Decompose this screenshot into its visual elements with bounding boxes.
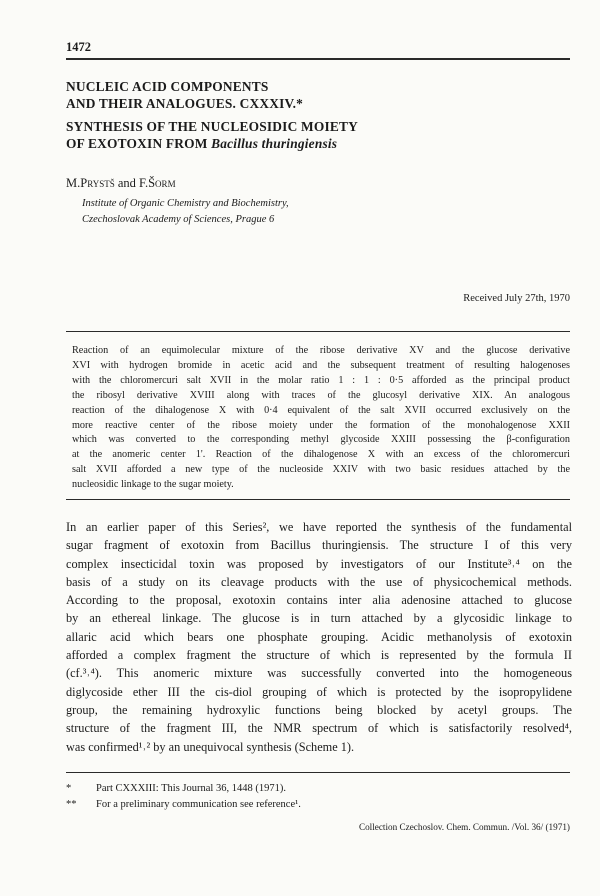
- affiliation: [82, 196, 289, 228]
- footnote-2-text: For a preliminary communication see reference¹.: [96, 799, 301, 810]
- abstract-line: reaction of the dihalogenose X with 0·4 equivalent of the salt XVII occurred exclusively on the: [72, 404, 570, 416]
- body-line: afforded a complex fragment the structure of which is represented by the formula II: [66, 648, 572, 663]
- author-line: [66, 176, 176, 191]
- body-line: In an earlier paper of this Series², we have reported the synthesis of the fundamental: [66, 520, 572, 534]
- footnote-1-mark: *: [66, 783, 72, 794]
- body-line: group, the remaining hydroxylic functions being blocked by acetyl groups. The: [66, 702, 572, 717]
- body-line: allaric acid which bears one phosphate grouping. Acidic methanolysis of exotoxin: [66, 629, 572, 644]
- abstract-bottom-rule: [66, 499, 570, 500]
- title-line-1: NUCLEIC ACID COMPONENTS: [66, 79, 269, 94]
- paper-title: [66, 78, 536, 152]
- abstract: [72, 344, 570, 493]
- footnote-2: [66, 799, 301, 810]
- title-line-4: [66, 135, 536, 152]
- page-number: 1472: [66, 40, 91, 54]
- footnote-2-mark: **: [66, 799, 77, 810]
- footnote-rule: [66, 772, 570, 773]
- title-line-4-prefix: OF EXOTOXIN FROM: [66, 136, 212, 151]
- affiliation-line-1: Institute of Organic Chemistry and Biochemistry,: [82, 198, 289, 209]
- body-line: was confirmed¹˒² by an unequivocal synthesis (Scheme 1).: [66, 739, 355, 754]
- title-line-3: SYNTHESIS OF THE NUCLEOSIDIC MOIETY: [66, 119, 358, 134]
- body-line: sugar fragment of exotoxin from Bacillus thuringiensis. The structure I of this very: [66, 538, 572, 553]
- title-line-2: AND THEIR ANALOGUES. CXXXIV.*: [66, 96, 304, 111]
- footnote-1-text: Part CXXXIII: This Journal 36, 1448 (1971).: [96, 783, 286, 794]
- abstract-line: salt XVII afforded a new type of the nucleoside XXIV with two basic residues attached by the: [72, 464, 570, 476]
- authors-and: and: [114, 176, 140, 190]
- abstract-line: the ribosyl derivative XVIII along with traces of the glucosyl derivative XIX. An analogous: [72, 389, 570, 401]
- author-1-initial: M.: [66, 176, 81, 190]
- received-date: Received July 27th, 1970: [463, 293, 570, 304]
- body-line: structure of the fragment III, the NMR spectrum of which is satisfactorily resolved⁴,: [66, 721, 572, 736]
- abstract-line: with the chloromercuri salt XVII in the molar ratio 1 : 1 : 0·5 afforded as the principal product: [72, 374, 570, 386]
- abstract-line: more reactive center of the ribose moiety under the formation of the monohalogenose XXII: [72, 419, 570, 431]
- author-2-name: Šorm: [148, 176, 176, 190]
- body-line: According to the proposal, exotoxin contains inter alia adenosine attached to glucose: [66, 593, 572, 608]
- abstract-line: XVI with hydrogen bromide in acetic acid and the subsequent treatment of resulting halogenoses: [72, 359, 570, 371]
- author-1-name: Prystš: [80, 176, 115, 190]
- abstract-top-rule: [66, 331, 570, 332]
- journal-citation: Collection Czechoslov. Chem. Commun. /Vol. 36/ (1971): [358, 822, 570, 832]
- body-line: (cf.³˒⁴). This anomeric mixture was successfully converted into the homogeneous: [66, 666, 572, 681]
- body-line: by an ethereal linkage. The glucose is in turn attached by a glycosidic linkage to: [66, 611, 572, 626]
- body-line: complex insecticidal toxin was proposed by investigators of our Institute³˒⁴ on the: [66, 556, 572, 571]
- body-line: basis of a study on its cleavage products with the use of physicochemical methods.: [66, 574, 572, 589]
- abstract-line: which was converted to the corresponding methyl glycoside XXIII possessing the β-configuration: [72, 434, 570, 446]
- header-rule: [66, 58, 570, 60]
- title-species: Bacillus thuringiensis: [211, 136, 338, 151]
- affiliation-line-2: Czechoslovak Academy of Sciences, Prague 6: [82, 214, 275, 225]
- body-paragraph: [66, 518, 572, 756]
- abstract-line: Reaction of an equimolecular mixture of the ribose derivative XV and the glucose derivative: [72, 345, 570, 356]
- author-2-initial: F.: [139, 176, 149, 190]
- footnote-1: [66, 783, 286, 794]
- abstract-line: at the anomeric center 1'. Reaction of the dihalogenose X with an excess of the chloromercuri: [72, 449, 570, 461]
- body-line: diglycoside ether III the cis-diol grouping of which is protected by the isopropylidene: [66, 684, 572, 699]
- abstract-line: nucleosidic linkage to the sugar moiety.: [72, 479, 234, 491]
